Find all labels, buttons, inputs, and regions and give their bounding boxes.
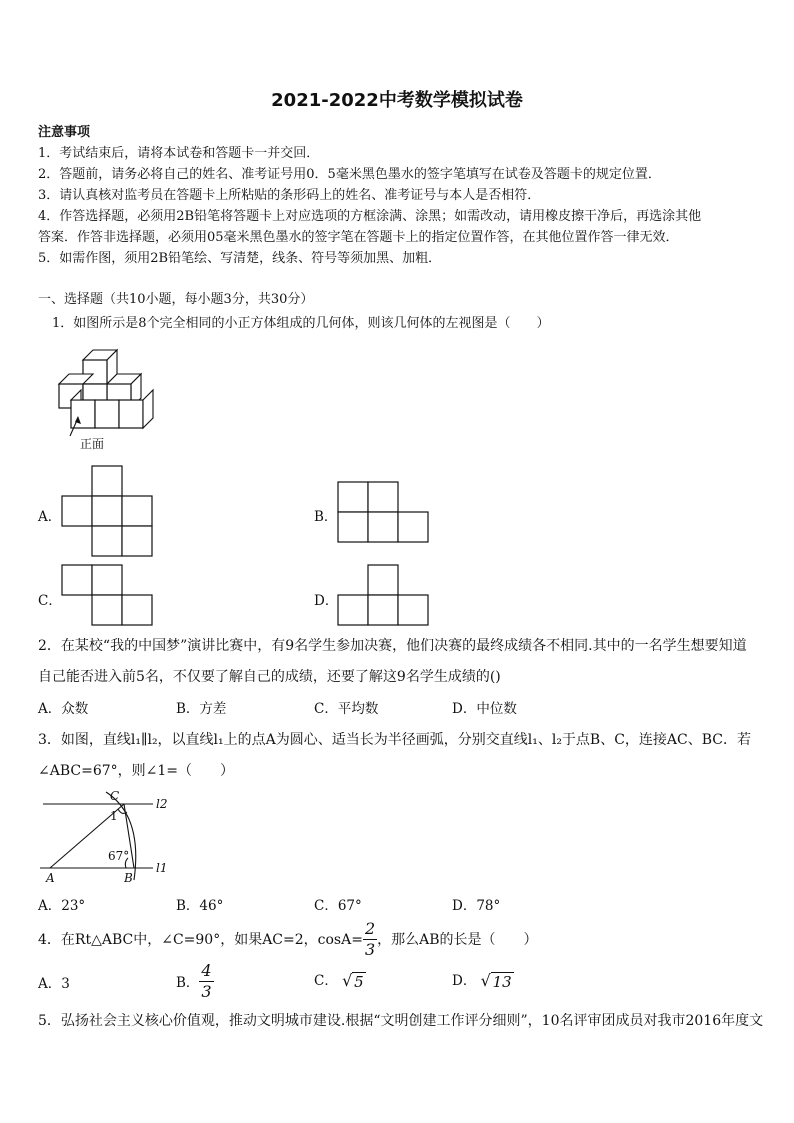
q3-label-a: A [46,871,55,885]
q2-stem-line-2: 自己能否进入前5名，不仅要了解自己的成绩，还要了解这9名学生成绩的() [38,669,501,685]
q3-label-b: B [124,871,133,885]
q4-cos-fraction [363,918,377,959]
q1-option-c-figure[interactable] [62,564,154,626]
q4-option-b-num: 4 [201,960,212,980]
q4-option-b-prefix: B． [176,975,200,991]
q3-stem-line-2: ∠ABC=67°，则∠1=（ ） [38,763,235,779]
q3-geometry-figure [38,786,173,886]
q2-option-a[interactable]: A．众数 [38,701,89,717]
notice-line-3: 3．请认真核对监考员在答题卡上所粘贴的条形码上的姓名、准考证号与本人是否相符． [38,188,541,203]
q3-option-a[interactable]: A．23° [38,898,86,914]
q4-stem-a: 4．在Rt△ABC中，∠C=90°，如果AC=2，cosA= [38,932,363,948]
q4-option-c-radicand: 5 [354,972,364,991]
q1-option-d-label: D． [314,593,339,609]
q1-option-d-figure[interactable] [338,564,430,626]
q2-option-b[interactable]: B．方差 [176,701,227,717]
q3-option-d[interactable]: D．78° [452,898,501,914]
q2-option-c[interactable]: C．平均数 [314,701,379,717]
q1-front-label: 正面 [80,437,105,451]
q4-option-d[interactable] [452,969,514,991]
q2-option-d[interactable]: D．中位数 [452,701,517,717]
q3-label-l2: l2 [156,797,168,811]
q4-option-b[interactable] [176,960,214,1002]
q1-option-a-figure[interactable] [62,465,154,557]
notice-line-4: 4．作答选择题，必须用2B铅笔将答题卡上对应选项的方框涂满、涂黑；如需改动，请用橡皮擦干净后，再选涂其他 [38,209,702,224]
page-title: 2021-2022中考数学模拟试卷 [271,90,523,111]
q4-option-b-den: 3 [201,981,212,1001]
q1-option-c-label: C． [38,593,62,609]
q1-stem: 1．如图所示是8个完全相同的小正方体组成的几何体，则该几何体的左视图是（ ） [52,316,550,331]
q4-option-c-sqrt: √ 5 [342,970,364,991]
q2-stem-line-1: 2．在某校“我的中国梦”演讲比赛中，有9名学生参加决赛，他们决赛的最终成绩各不相同.其中的一名学生想要知道 [38,638,747,654]
q4-option-d-prefix: D． [452,973,477,989]
q1-option-b-label: B． [314,509,338,525]
notice-line-5: 答案．作答非选择题，必须用05毫米黑色墨水的签字笔在答题卡上的指定位置作答，在其他位置作答一律无效． [38,230,679,245]
q4-option-b-fraction [199,960,213,1001]
q1-option-a-label: A． [38,509,62,525]
q4-option-c[interactable] [314,969,366,991]
notice-line-6: 5．如需作图，须用2B铅笔绘、写清楚，线条、符号等须加黑、加粗． [38,251,442,266]
notice-heading: 注意事项 [38,125,91,140]
q3-label-c: C [110,789,120,803]
section-heading: 一、选择题（共10小题，每小题3分，共30分） [38,292,314,307]
q4-stem-b: ，那么AB的长是（ ） [377,932,538,948]
q4-option-c-prefix: C． [314,973,338,989]
q3-option-b[interactable]: B．46° [176,898,224,914]
q5-stem-line-1: 5．弘扬社会主义核心价值观，推动文明城市建设.根据“文明创建工作评分细则”，10名评审团成员对我市2016年度文 [38,1013,764,1029]
q4-option-d-radicand: 13 [492,972,512,991]
q3-label-67: 67° [108,849,130,863]
q3-label-angle1: 1 [110,809,118,823]
q4-stem [38,918,538,960]
q3-option-c[interactable]: C．67° [314,898,362,914]
q4-option-d-sqrt: √ 13 [480,970,512,991]
q4-cos-den: 3 [364,939,376,959]
q3-stem-line-1: 3．如图，直线l₁∥l₂，以直线l₁上的点A为圆心、适当长为半径画弧，分别交直线l₁、l₂于点B、C，连接AC、BC．若 [38,732,752,748]
q3-label-l1: l1 [156,861,168,875]
notice-line-1: 1．考试结束后，请将本试卷和答题卡一并交回． [38,146,320,161]
notice-line-2: 2．答题前，请务必将自己的姓名、准考证号用0．5毫米黑色墨水的签字笔填写在试卷及答题卡的规定位置． [38,167,661,182]
q1-option-b-figure[interactable] [338,481,430,543]
q4-option-a[interactable]: A．3 [38,976,70,992]
q1-solid-figure [50,340,160,460]
q4-cos-num: 2 [364,918,376,938]
